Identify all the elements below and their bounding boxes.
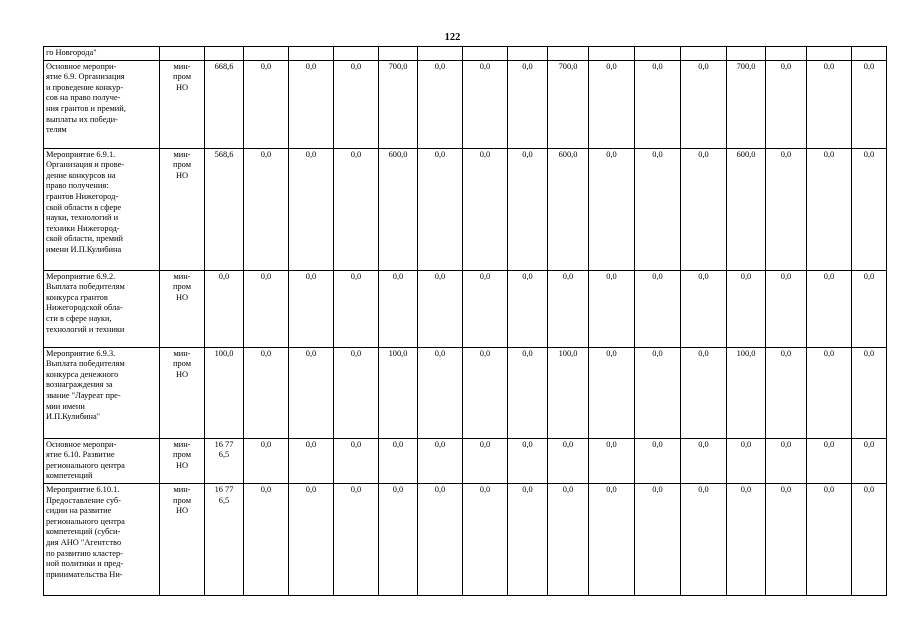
value-cell: [727, 347, 766, 438]
value-cell: [289, 438, 334, 483]
value: 100,0: [558, 348, 578, 358]
value-cell: [548, 483, 589, 595]
value-cell: [807, 483, 852, 595]
value: 100,0: [214, 348, 234, 358]
value-cell: [418, 148, 463, 270]
value-cell: [508, 438, 548, 483]
value: 100,0: [736, 348, 756, 358]
value-cell: [727, 60, 766, 148]
value: 0,0: [823, 348, 835, 358]
value: 0,0: [606, 348, 617, 358]
value-cell: [548, 148, 589, 270]
empty-cell: [852, 47, 887, 61]
value: 0,0: [350, 439, 362, 449]
executor: мин- пром НО: [173, 149, 191, 180]
value: 0,0: [260, 61, 272, 71]
value-cell: [548, 347, 589, 438]
value-cell: [807, 270, 852, 347]
value-cell: [589, 483, 635, 595]
value: 0,0: [863, 271, 875, 281]
table-row: [44, 270, 887, 347]
value-cell: [205, 270, 244, 347]
value-cell: [852, 270, 887, 347]
value-cell: [334, 270, 379, 347]
value-cell: [807, 438, 852, 483]
value: 0,0: [218, 271, 230, 281]
activity-name-cell: [44, 438, 160, 483]
value-cell: [418, 270, 463, 347]
executor-cell: [160, 483, 205, 595]
value: 0,0: [606, 271, 617, 281]
value: 0,0: [350, 271, 362, 281]
value: 600,0: [558, 149, 578, 159]
value-cell: [244, 270, 289, 347]
value: 668,6: [214, 61, 234, 71]
value: 0,0: [562, 484, 574, 494]
value-cell: [589, 60, 635, 148]
table-body: [44, 47, 887, 596]
value: 0,0: [392, 271, 404, 281]
value: 0,0: [305, 484, 317, 494]
value-cell: [244, 438, 289, 483]
value: 0,0: [780, 149, 792, 159]
value: 0,0: [479, 439, 491, 449]
value: 0,0: [522, 484, 533, 494]
value: 0,0: [863, 149, 875, 159]
executor-cell: [160, 60, 205, 148]
value-cell: [289, 148, 334, 270]
value: 0,0: [392, 439, 404, 449]
value-cell: [548, 270, 589, 347]
value: 0,0: [434, 271, 446, 281]
value: 700,0: [388, 61, 408, 71]
value: 0,0: [562, 271, 574, 281]
table-row: [44, 483, 887, 595]
value: 0,0: [780, 439, 792, 449]
value-cell: [508, 483, 548, 595]
empty-cell: [589, 47, 635, 61]
activity-name: Мероприятие 6.9.1. Организация и прове- дение конкурсов на право получения: грантов Нижегород- ской области в сфере науки, технологий и техники Нижегород- ской области, премий имени И.П.Кулибина: [46, 149, 125, 254]
value: 0,0: [698, 348, 709, 358]
page-number: 122: [444, 32, 461, 43]
value-cell: [589, 347, 635, 438]
continuation-row: [44, 47, 887, 61]
table-row: [44, 347, 887, 438]
value-cell: [766, 148, 807, 270]
value: 0,0: [260, 149, 272, 159]
value-cell: [418, 483, 463, 595]
value: 0,0: [652, 439, 663, 449]
value-cell: [635, 60, 681, 148]
value: 700,0: [736, 61, 756, 71]
value: 0,0: [305, 271, 317, 281]
value: 0,0: [823, 149, 835, 159]
value-cell: [205, 148, 244, 270]
value-cell: [463, 60, 508, 148]
value: 0,0: [434, 484, 446, 494]
value-cell: [852, 60, 887, 148]
value: 0,0: [305, 348, 317, 358]
value-cell: [807, 60, 852, 148]
value-cell: [589, 148, 635, 270]
value: 0,0: [698, 484, 709, 494]
activity-name-cell: [44, 347, 160, 438]
value-cell: [727, 270, 766, 347]
value-cell: [379, 148, 418, 270]
table-row: [44, 438, 887, 483]
value-cell: [244, 483, 289, 595]
empty-cell: [379, 47, 418, 61]
value: 0,0: [350, 149, 362, 159]
value: 0,0: [260, 439, 272, 449]
empty-cell: [635, 47, 681, 61]
value-cell: [548, 438, 589, 483]
value-cell: [379, 347, 418, 438]
value-cell: [766, 270, 807, 347]
executor-cell: [160, 438, 205, 483]
table-row: [44, 60, 887, 148]
value-cell: [289, 270, 334, 347]
value-cell: [807, 347, 852, 438]
executor: мин- пром НО: [173, 439, 191, 470]
executor: мин- пром НО: [173, 348, 191, 379]
value-cell: [635, 438, 681, 483]
value-cell: [548, 60, 589, 148]
empty-cell: [244, 47, 289, 61]
value-cell: [244, 148, 289, 270]
value: 0,0: [863, 439, 875, 449]
value: 0,0: [652, 484, 663, 494]
empty-cell: [548, 47, 589, 61]
value-cell: [418, 438, 463, 483]
value-cell: [681, 347, 727, 438]
value-cell: [379, 438, 418, 483]
value-cell: [589, 270, 635, 347]
value-cell: [635, 483, 681, 595]
budget-table: [43, 46, 887, 596]
empty-cell: [807, 47, 852, 61]
value: 0,0: [780, 61, 792, 71]
value: 0,0: [305, 61, 317, 71]
value-cell: [766, 438, 807, 483]
value: 0,0: [823, 484, 835, 494]
value-cell: [205, 438, 244, 483]
value: 0,0: [350, 484, 362, 494]
value: 0,0: [434, 61, 446, 71]
activity-name: Мероприятие 6.10.1. Предоставление суб- сидии на развитие регионального центра компетенций (субси- дия АНО "Агентство по развитию кластер- ной политики и пред- принимательства Ни-: [46, 484, 125, 579]
value-cell: [508, 148, 548, 270]
value-cell: [379, 483, 418, 595]
value: 0,0: [260, 484, 272, 494]
value-cell: [334, 347, 379, 438]
value-cell: [635, 347, 681, 438]
empty-cell: [727, 47, 766, 61]
value: 0,0: [823, 61, 835, 71]
empty-cell: [766, 47, 807, 61]
value: 0,0: [652, 271, 663, 281]
activity-name-cell: [44, 270, 160, 347]
value-cell: [334, 60, 379, 148]
value: 0,0: [305, 439, 317, 449]
value: 600,0: [388, 149, 408, 159]
value: 0,0: [479, 484, 491, 494]
empty-cell: [418, 47, 463, 61]
value-cell: [463, 483, 508, 595]
value: 0,0: [392, 484, 404, 494]
value-cell: [418, 347, 463, 438]
value-cell: [589, 438, 635, 483]
value: 0,0: [652, 61, 663, 71]
value-cell: [681, 483, 727, 595]
value-cell: [766, 347, 807, 438]
value-cell: [727, 148, 766, 270]
value-cell: [681, 438, 727, 483]
value-cell: [852, 148, 887, 270]
value-cell: [807, 148, 852, 270]
value: 0,0: [863, 61, 875, 71]
value: 0,0: [522, 61, 533, 71]
value: 0,0: [780, 348, 792, 358]
value: 0,0: [260, 348, 272, 358]
value-cell: [289, 347, 334, 438]
continuation-name-cell: го Новгорода": [44, 47, 160, 61]
table-row: [44, 148, 887, 270]
value-cell: [379, 60, 418, 148]
empty-cell: [289, 47, 334, 61]
empty-cell: [681, 47, 727, 61]
value: 0,0: [863, 484, 875, 494]
value: 0,0: [434, 439, 446, 449]
value-cell: [681, 60, 727, 148]
value-cell: [379, 270, 418, 347]
value: 0,0: [522, 271, 533, 281]
value-cell: [727, 438, 766, 483]
activity-name: Мероприятие 6.9.2. Выплата победителям конкурса грантов Нижегородской обла- сти в сфере науки, технологий и техники: [46, 271, 125, 334]
value: 0,0: [780, 271, 792, 281]
value-cell: [289, 60, 334, 148]
value-cell: [852, 438, 887, 483]
value: 0,0: [740, 484, 752, 494]
value-cell: [334, 438, 379, 483]
value-cell: [244, 60, 289, 148]
empty-cell: [160, 47, 205, 61]
activity-name: Основное меропри- ятие 6.9. Организация и проведение конкур- сов на право получе- ния грантов и премий, выплаты их победи- телям: [46, 61, 126, 135]
executor-cell: [160, 270, 205, 347]
activity-name: Основное меропри- ятие 6.10. Развитие регионального центра компетенций: [46, 439, 125, 481]
value-cell: [681, 148, 727, 270]
executor-cell: [160, 148, 205, 270]
value: 0,0: [305, 149, 317, 159]
value: 100,0: [388, 348, 408, 358]
executor: мин- пром НО: [173, 61, 191, 92]
value: 600,0: [736, 149, 756, 159]
value: 0,0: [698, 61, 709, 71]
value: 0,0: [698, 149, 709, 159]
value: 0,0: [863, 348, 875, 358]
value: 0,0: [479, 149, 491, 159]
value-cell: [463, 270, 508, 347]
value: 0,0: [479, 61, 491, 71]
executor: мин- пром НО: [173, 484, 191, 516]
value: 0,0: [740, 439, 752, 449]
value: 0,0: [652, 348, 663, 358]
activity-name: Мероприятие 6.9.3. Выплата победителям конкурса денежного вознаграждения за звание "Лауреат пре- мии имени И.П.Кулибина": [46, 348, 125, 422]
value-cell: [766, 483, 807, 595]
executor: мин- пром НО: [173, 271, 191, 302]
value: 0,0: [350, 61, 362, 71]
value-cell: [463, 438, 508, 483]
value-cell: [244, 347, 289, 438]
value-cell: [418, 60, 463, 148]
value: 0,0: [740, 271, 752, 281]
value: 0,0: [562, 439, 574, 449]
value: 0,0: [606, 439, 617, 449]
value: 0,0: [522, 149, 533, 159]
value-cell: [508, 270, 548, 347]
value: 0,0: [698, 271, 709, 281]
value-cell: [205, 60, 244, 148]
value-cell: [334, 148, 379, 270]
value: 0,0: [606, 149, 617, 159]
executor-cell: [160, 347, 205, 438]
value: 0,0: [350, 348, 362, 358]
empty-cell: [463, 47, 508, 61]
value-cell: [852, 483, 887, 595]
value: 16 77 6,5: [214, 484, 234, 505]
value: 568,6: [214, 149, 234, 159]
value: 0,0: [780, 484, 792, 494]
value-cell: [681, 270, 727, 347]
empty-cell: [508, 47, 548, 61]
value-cell: [727, 483, 766, 595]
value-cell: [463, 148, 508, 270]
activity-name-cell: [44, 483, 160, 595]
value-cell: [205, 347, 244, 438]
value-cell: [508, 60, 548, 148]
value: 0,0: [479, 271, 491, 281]
value: 16 77 6,5: [214, 439, 234, 460]
value-cell: [463, 347, 508, 438]
value-cell: [205, 483, 244, 595]
value: 0,0: [606, 61, 617, 71]
value: 700,0: [558, 61, 578, 71]
value-cell: [289, 483, 334, 595]
value: 0,0: [823, 439, 835, 449]
value: 0,0: [652, 149, 663, 159]
value: 0,0: [260, 271, 272, 281]
activity-name-cell: [44, 60, 160, 148]
activity-name-cell: [44, 148, 160, 270]
empty-cell: [205, 47, 244, 61]
empty-cell: [334, 47, 379, 61]
value-cell: [852, 347, 887, 438]
value-cell: [635, 148, 681, 270]
value: 0,0: [434, 149, 446, 159]
value: 0,0: [606, 484, 617, 494]
value-cell: [766, 60, 807, 148]
value-cell: [508, 347, 548, 438]
value: 0,0: [522, 439, 533, 449]
value: 0,0: [823, 271, 835, 281]
value-cell: [334, 483, 379, 595]
value: 0,0: [522, 348, 533, 358]
value-cell: [635, 270, 681, 347]
value: 0,0: [698, 439, 709, 449]
value: 0,0: [434, 348, 446, 358]
value: 0,0: [479, 348, 491, 358]
